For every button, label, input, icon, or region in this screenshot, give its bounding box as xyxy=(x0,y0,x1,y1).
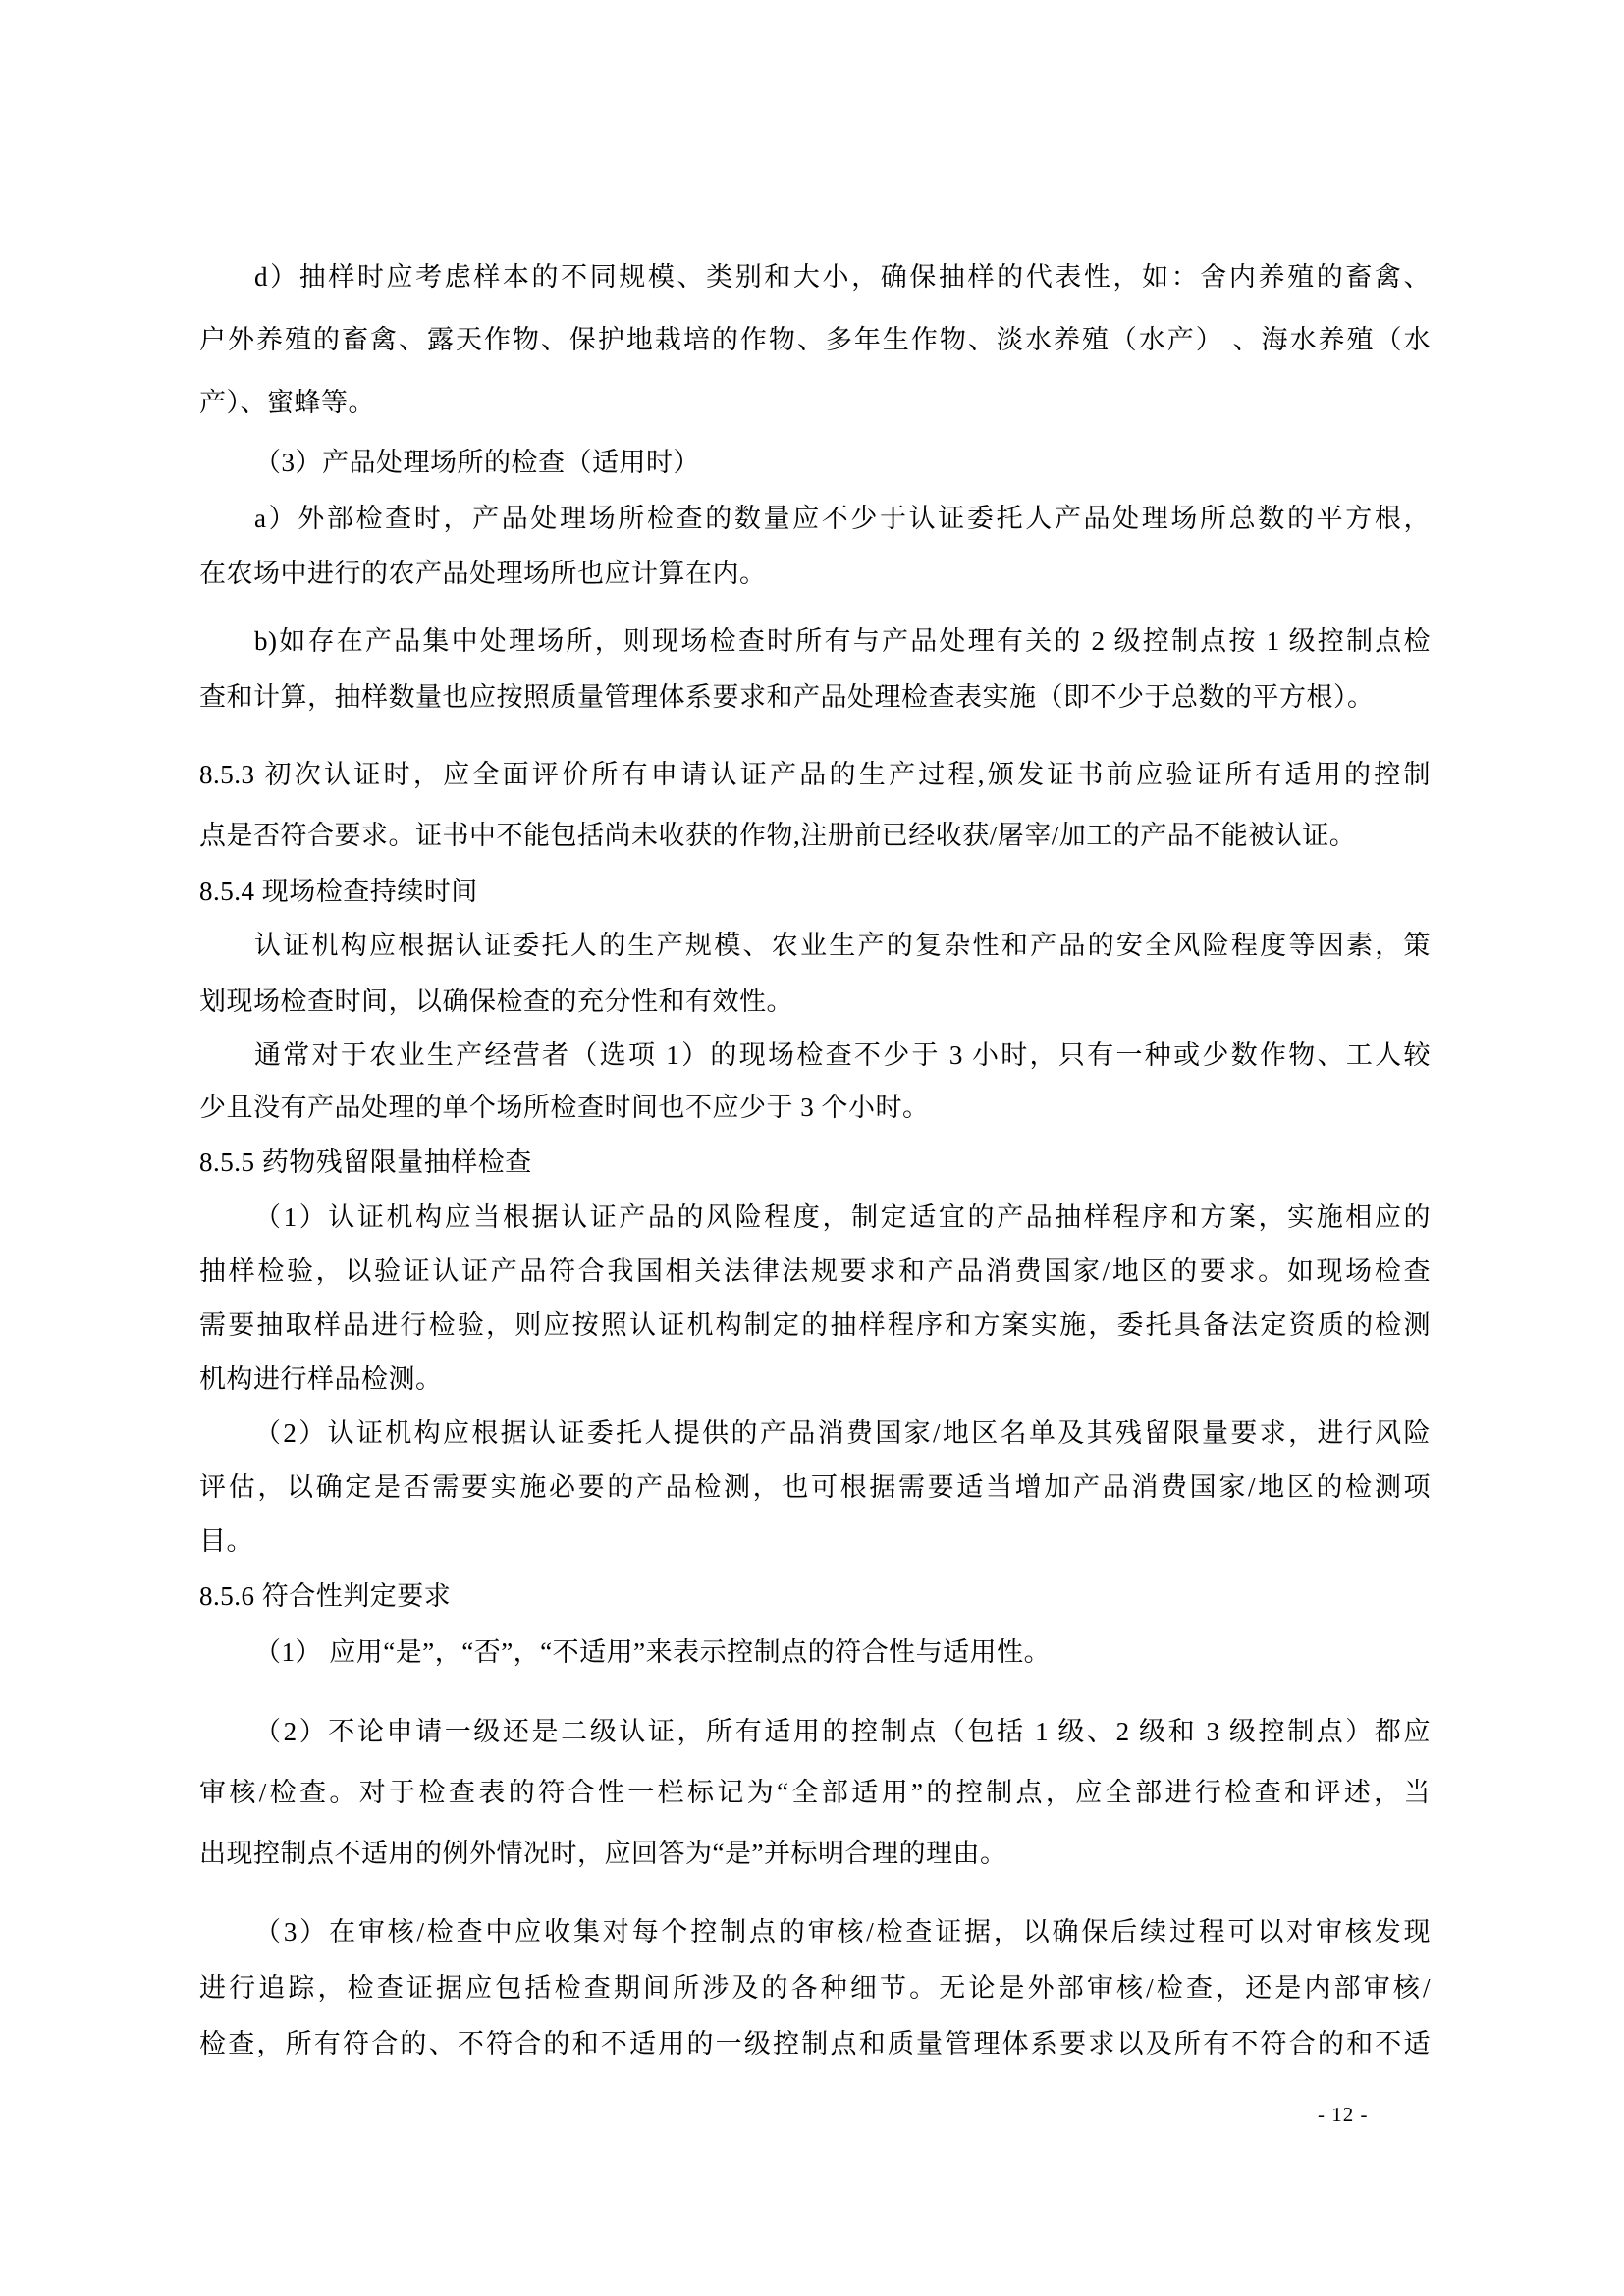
section-8-5-6-heading-conformity-determination xyxy=(199,1569,1431,1624)
item-a-external-inspection-square-root-line-2: 在农场中进行的农产品处理场所也应计算在内。 xyxy=(199,559,767,588)
para-1-yes-no-not-applicable xyxy=(199,1624,1431,1681)
para-2-risk-assessment-consumer-countries-line-3: 目。 xyxy=(199,1526,253,1556)
item-d-sampling-representativeness xyxy=(199,245,1431,434)
item-d-sampling-representativeness-line-2: 户外养殖的畜禽、露天作物、保护地栽培的作物、多年生作物、淡水养殖（水产） 、海水养殖（水 xyxy=(199,325,1431,354)
para-1-sampling-program-and-plan xyxy=(199,1191,1431,1407)
section-8-5-3-initial-certification-line-1: 8.5.3 初次认证时，应全面评价所有申请认证产品的生产过程,颁发证书前应验证所有适用的控制 xyxy=(199,760,1431,789)
para-inspection-time-planning xyxy=(199,918,1431,1030)
section-8-5-3-initial-certification xyxy=(199,744,1431,866)
item-a-external-inspection-square-root-line-1: a）外部检查时，产品处理场所检查的数量应不少于认证委托人产品处理场所总数的平方根， xyxy=(254,504,1431,533)
para-1-sampling-program-and-plan-line-1: （1）认证机构应当根据认证产品的风险程度，制定适宜的产品抽样程序和方案，实施相应的 xyxy=(254,1202,1431,1232)
item-d-sampling-representativeness-line-3: 产）、蜜蜂等。 xyxy=(199,388,375,417)
para-minimum-three-hours xyxy=(199,1030,1431,1134)
section-8-5-5-heading-residue-limit-sampling-line-1: 8.5.5 药物残留限量抽样检查 xyxy=(199,1148,532,1177)
section-8-5-6-heading-conformity-determination-line-1: 8.5.6 符合性判定要求 xyxy=(199,1581,452,1611)
para-2-risk-assessment-consumer-countries xyxy=(199,1407,1431,1569)
section-8-5-5-heading-residue-limit-sampling xyxy=(199,1134,1431,1191)
page-number: - 12 - xyxy=(1318,2103,1369,2126)
item-b-central-handling-sites-line-2: 查和计算，抽样数量也应按照质量管理体系要求和产品处理检查表实施（即不少于总数的平方根）。 xyxy=(199,682,1375,712)
para-2-all-applicable-control-points-line-1: （2）不论申请一级还是二级认证，所有适用的控制点（包括 1 级、2 级和 3 级控制点）都应 xyxy=(254,1717,1431,1746)
para-3-audit-evidence-collection-line-3: 检查，所有符合的、不符合的和不适用的一级控制点和质量管理体系要求以及所有不符合的和不适 xyxy=(199,2029,1431,2058)
item-a-external-inspection-square-root xyxy=(199,491,1431,601)
para-3-audit-evidence-collection xyxy=(199,1904,1431,2072)
section-8-5-3-initial-certification-line-2: 点是否符合要求。证书中不能包括尚未收获的作物,注册前已经收获/屠宰/加工的产品不能被认证。 xyxy=(199,821,1357,850)
section-8-5-4-heading-onsite-inspection-duration-line-1: 8.5.4 现场检查持续时间 xyxy=(199,877,478,906)
para-3-audit-evidence-collection-line-2: 进行追踪，检查证据应包括检查期间所涉及的各种细节。无论是外部审核/检查，还是内部审核/ xyxy=(199,1973,1431,2002)
para-3-audit-evidence-collection-line-1: （3）在审核/检查中应收集对每个控制点的审核/检查证据，以确保后续过程可以对审核发现 xyxy=(254,1917,1431,1947)
para-1-sampling-program-and-plan-line-3: 需要抽取样品进行检验，则应按照认证机构制定的抽样程序和方案实施，委托具备法定资质的检测 xyxy=(199,1310,1431,1340)
para-2-all-applicable-control-points-line-3: 出现控制点不适用的例外情况时，应回答为“是”并标明合理的理由。 xyxy=(199,1839,1007,1868)
para-1-sampling-program-and-plan-line-2: 抽样检验，以验证认证产品符合我国相关法律法规要求和产品消费国家/地区的要求。如现场检查 xyxy=(199,1256,1431,1286)
section-8-5-4-heading-onsite-inspection-duration xyxy=(199,866,1431,918)
para-inspection-time-planning-line-1: 认证机构应根据认证委托人的生产规模、农业生产的复杂性和产品的安全风险程度等因素，策 xyxy=(254,931,1431,960)
item-3-product-handling-site-inspection-heading xyxy=(199,434,1431,491)
para-minimum-three-hours-line-2: 少且没有产品处理的单个场所检查时间也不应少于 3 个小时。 xyxy=(199,1093,930,1122)
para-2-all-applicable-control-points xyxy=(199,1701,1431,1884)
para-inspection-time-planning-line-2: 划现场检查时间，以确保检查的充分性和有效性。 xyxy=(199,987,793,1016)
item-d-sampling-representativeness-line-1: d）抽样时应考虑样本的不同规模、类别和大小，确保抽样的代表性，如：舍内养殖的畜禽、 xyxy=(254,262,1431,292)
item-3-product-handling-site-inspection-heading-line-1: （3）产品处理场所的检查（适用时） xyxy=(254,448,700,477)
para-2-risk-assessment-consumer-countries-line-2: 评估，以确定是否需要实施必要的产品检测，也可根据需要适当增加产品消费国家/地区的检测项 xyxy=(199,1472,1431,1502)
document-body xyxy=(199,245,1431,2072)
para-1-yes-no-not-applicable-line-1: （1） 应用“是”，“否”，“不适用”来表示控制点的符合性与适用性。 xyxy=(254,1637,1052,1667)
para-2-all-applicable-control-points-line-2: 审核/检查。对于检查表的符合性一栏标记为“全部适用”的控制点，应全部进行检查和评述，当 xyxy=(199,1778,1431,1807)
item-b-central-handling-sites-line-1: b)如存在产品集中处理场所，则现场检查时所有与产品处理有关的 2 级控制点按 1 级控制点检 xyxy=(254,626,1431,656)
para-1-sampling-program-and-plan-line-4: 机构进行样品检测。 xyxy=(199,1364,443,1394)
para-2-risk-assessment-consumer-countries-line-1: （2）认证机构应根据认证委托人提供的产品消费国家/地区名单及其残留限量要求，进行风险 xyxy=(254,1418,1431,1448)
item-b-central-handling-sites xyxy=(199,614,1431,725)
para-minimum-three-hours-line-1: 通常对于农业生产经营者（选项 1）的现场检查不少于 3 小时，只有一种或少数作物、工人较 xyxy=(254,1041,1431,1070)
